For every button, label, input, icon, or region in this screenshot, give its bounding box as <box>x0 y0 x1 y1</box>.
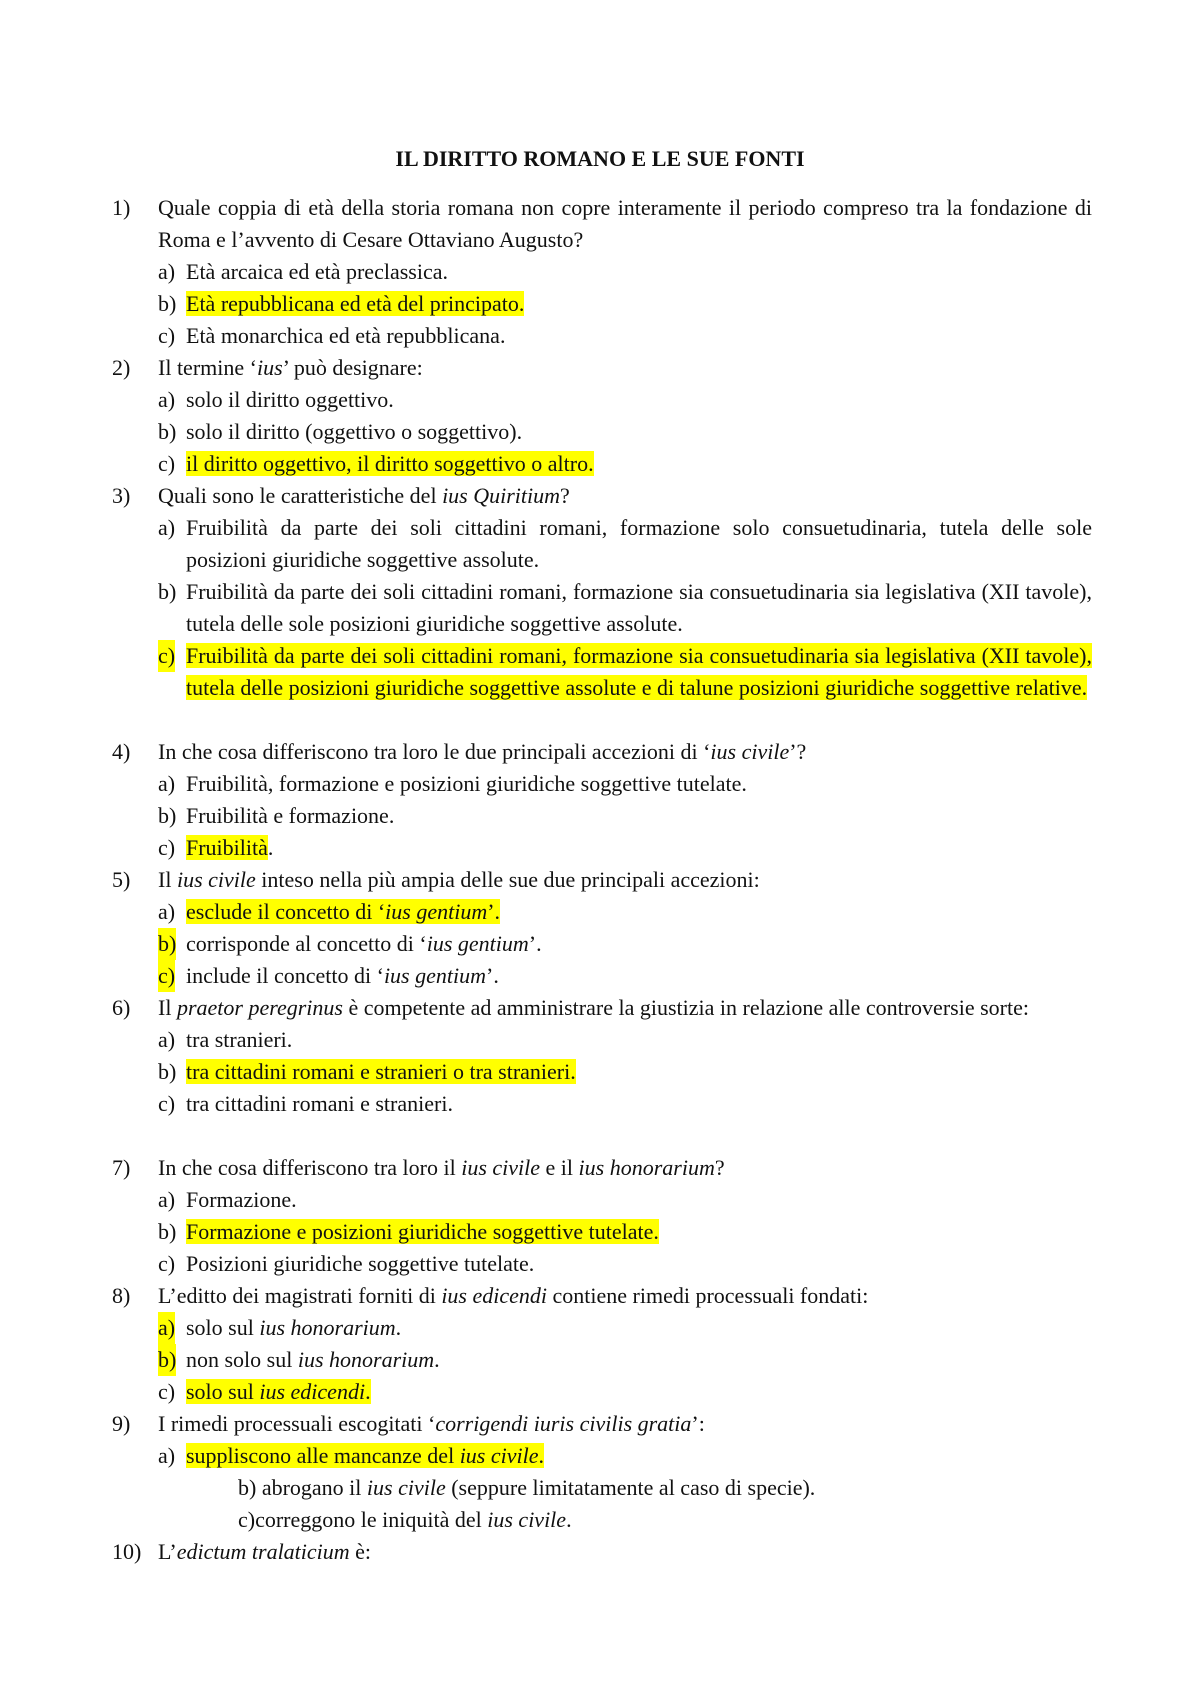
option-b-answer: b) tra cittadini romani e stranieri o tra stranieri. <box>158 1059 576 1084</box>
option-a: a) tra stranieri. <box>158 1027 293 1052</box>
option-b: b) non solo sul ius honorarium. <box>158 1344 1092 1376</box>
question-number: 4) <box>112 739 131 764</box>
option-c: c) Posizioni giuridiche soggettive tutelate. <box>158 1251 535 1276</box>
question-2 <box>112 352 1092 480</box>
question-text: Il ius civile inteso nella più ampia delle sue due principali accezioni: <box>158 867 760 892</box>
option-b: b) abrogano il ius civile (seppure limitatamente al caso di specie). <box>238 1475 816 1500</box>
option-a: a) Formazione. <box>158 1187 297 1212</box>
option-c-answer: c) il diritto oggettivo, il diritto soggettivo o altro. <box>158 451 594 476</box>
question-text: In che cosa differiscono tra loro il ius civile e il ius honorarium? <box>158 1155 725 1180</box>
question-number: 1) <box>112 195 131 220</box>
question-number: 7) <box>112 1155 131 1180</box>
option-b-answer: b) Formazione e posizioni giuridiche soggettive tutelate. <box>158 1219 659 1244</box>
option-c-answer: c) solo sul ius edicendi. <box>158 1379 371 1404</box>
question-text: I rimedi processuali escogitati ‘corrigendi iuris civilis gratia’: <box>158 1411 705 1436</box>
option-a-answer: a) esclude il concetto di ‘ius gentium’. <box>158 899 501 924</box>
option-a: a) Fruibilità, formazione e posizioni giuridiche soggettive tutelate. <box>158 771 747 796</box>
question-10 <box>112 1536 1092 1568</box>
question-text: Quali sono le caratteristiche del ius Quiritium? <box>158 483 570 508</box>
question-4 <box>112 736 1092 864</box>
question-6 <box>112 992 1092 1120</box>
question-text: Il praetor peregrinus è competente ad amministrare la giustizia in relazione alle controversie sorte: <box>158 995 1029 1020</box>
option-b: b) Fruibilità da parte dei soli cittadini romani, formazione sia consuetudinaria sia legislativa (XII tavole), tutela delle sole posizioni giuridiche soggettive assolute. <box>158 579 1092 636</box>
question-text: L’edictum tralaticium è: <box>158 1539 372 1564</box>
question-7 <box>112 1152 1092 1280</box>
option-b: b) solo il diritto (oggettivo o soggettivo). <box>158 419 523 444</box>
option-c: c) include il concetto di ‘ius gentium’. <box>158 960 1092 992</box>
question-number: 5) <box>112 867 131 892</box>
option-a: a) solo il diritto oggettivo. <box>158 387 394 412</box>
question-9 <box>112 1408 1092 1536</box>
option-a-answer: a) suppliscono alle mancanze del ius civile. <box>158 1443 544 1468</box>
question-number: 3) <box>112 483 131 508</box>
question-number: 2) <box>112 355 131 380</box>
option-b: b) Fruibilità e formazione. <box>158 803 395 828</box>
option-c: c) Età monarchica ed età repubblicana. <box>158 323 506 348</box>
option-c-answer: c) Fruibilità. <box>158 835 274 860</box>
option-a: a) Età arcaica ed età preclassica. <box>158 259 448 284</box>
question-text: In che cosa differiscono tra loro le due principali accezioni di ‘ius civile’? <box>158 739 807 764</box>
question-text: Il termine ‘ius’ può designare: <box>158 355 423 380</box>
question-1 <box>112 192 1092 352</box>
option-b: b) corrisponde al concetto di ‘ius gentium’. <box>158 928 1092 960</box>
question-5 <box>112 864 1092 992</box>
question-text: Quale coppia di età della storia romana non copre interamente il periodo compreso tra la fondazione di Roma e l’avvento di Cesare Ottaviano Augusto? <box>158 195 1092 252</box>
page-title: IL DIRITTO ROMANO E LE SUE FONTI <box>395 146 805 171</box>
question-8 <box>112 1280 1092 1408</box>
option-a: a) solo sul ius honorarium. <box>158 1312 1092 1344</box>
question-text: L’editto dei magistrati forniti di ius edicendi contiene rimedi processuali fondati: <box>158 1283 869 1308</box>
option-c: c)correggono le iniquità del ius civile. <box>238 1507 572 1532</box>
question-number: 9) <box>112 1411 131 1436</box>
question-number: 8) <box>112 1283 131 1308</box>
option-c: c) tra cittadini romani e stranieri. <box>158 1091 453 1116</box>
question-number: 10) <box>112 1539 142 1564</box>
question-number: 6) <box>112 995 131 1020</box>
option-a: a) Fruibilità da parte dei soli cittadini romani, formazione solo consuetudinaria, tutela delle sole posizioni giuridiche soggettive assolute. <box>158 515 1092 572</box>
option-b-answer: b) Età repubblicana ed età del principato. <box>158 291 525 316</box>
option-c-answer: c) Fruibilità da parte dei soli cittadini romani, formazione sia consuetudinaria sia legislativa (XII tavole), tutela delle posizioni giuridiche soggettive assolute e di talune posizioni giuridiche soggettive relative. <box>158 640 1092 704</box>
question-3 <box>112 480 1092 704</box>
